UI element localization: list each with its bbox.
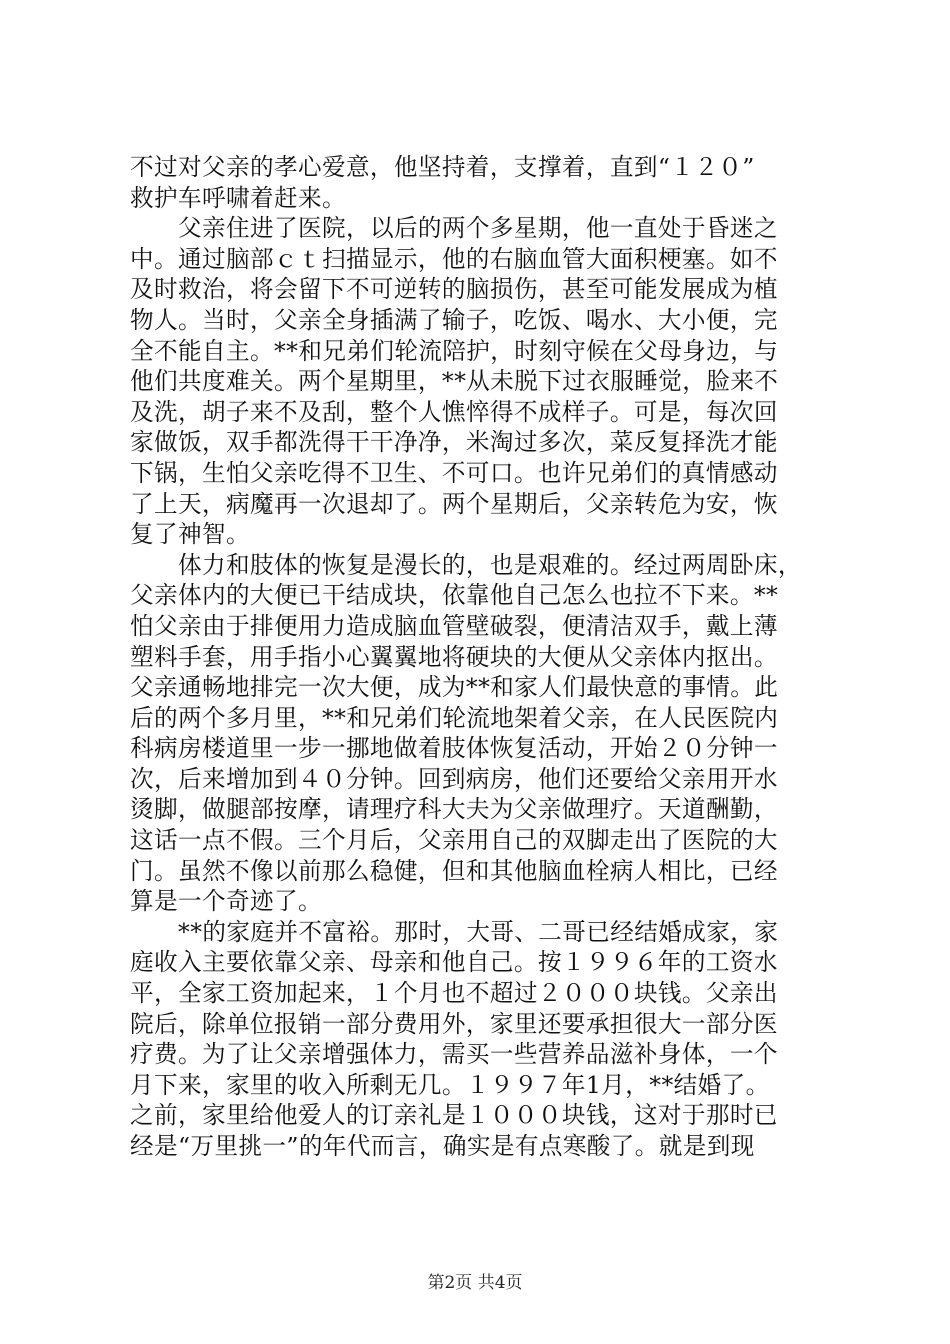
text-line: 次，后来增加到４０分钟。回到病房，他们还要给父亲用开水 [130,764,778,793]
text-line: 父亲体内的大便已干结成块，依靠他自己怎么也拉不下来。** [130,581,779,610]
text-line: 科病房楼道里一步一挪地做着肢体恢复活动，开始２０分钟一 [130,734,778,763]
text-line: **的家庭并不富裕。那时，大哥、二哥已经结婚成家，家 [178,917,779,946]
text-line: 下锅，生怕父亲吃得不卫生、不可口。也许兄弟们的真情感动 [130,458,778,487]
text-line: 院后，除单位报销一部分费用外，家里还要承担很大一部分医 [130,1009,778,1038]
text-line: 怕父亲由于排便用力造成脑血管壁破裂，便清洁双手，戴上薄 [130,611,778,640]
text-line: 庭收入主要依靠父亲、母亲和他自己。按１９９６年的工资水 [130,948,778,977]
text-line: 及洗，胡子来不及刮，整个人憔悴得不成样子。可是，每次回 [130,397,778,426]
text-line: 他们共度难关。两个星期里，**从未脱下过衣服睡觉，脸来不 [130,367,779,396]
text-line: 月下来，家里的收入所剩无几。１９９７年1月，**结婚了。 [130,1070,770,1099]
text-line: 全不能自主。**和兄弟们轮流陪护，时刻守候在父母身边，与 [130,336,779,365]
text-line: 复了神智。 [130,520,250,549]
text-line: 了上天，病魔再一次退却了。两个星期后，父亲转危为安，恢 [130,489,778,518]
text-line: 中。通过脑部ｃｔ扫描显示，他的右脑血管大面积梗塞。如不 [130,244,778,273]
text-line: 物人。当时，父亲全身插满了输子，吃饭、喝水、大小便，完 [130,305,778,334]
text-line: 不过对父亲的孝心爱意，他坚持着，支撑着，直到“１２０” [130,153,755,181]
text-line: 之前，家里给他爱人的订亲礼是１０００块钱，这对于那时已 [130,1101,778,1130]
text-line: 及时救治，将会留下不可逆转的脑损伤，甚至可能发展成为植 [130,275,778,304]
page-number-footer: 第2页 共4页 [427,1273,523,1293]
text-line: 经是“万里挑一”的年代而言，确实是有点寒酸了。就是到现 [130,1132,755,1160]
text-line: 父亲通畅地排完一次大便，成为**和家人们最快意的事情。此 [130,673,779,702]
document-body [130,152,830,1162]
text-line: 体力和肢体的恢复是漫长的，也是艰难的。经过两周卧床， [178,550,802,579]
text-line: 烫脚，做腿部按摩，请理疗科大夫为父亲做理疗。天道酬勤， [130,795,778,824]
text-line: 算是一个奇迹了。 [130,887,322,916]
text-line: 疗费。为了让父亲增强体力，需买一些营养品滋补身体，一个 [130,1040,778,1069]
text-line: 后的两个多月里，**和兄弟们轮流地架着父亲，在人民医院内 [130,703,779,732]
text-line: 平，全家工资加起来，１个月也不超过２０００块钱。父亲出 [130,979,778,1008]
text-line: 救护车呼啸着赶来。 [130,183,346,212]
text-line: 这话一点不假。三个月后，父亲用自己的双脚走出了医院的大 [130,826,778,855]
text-line: 塑料手套，用手指小心翼翼地将硬块的大便从父亲体内抠出。 [130,642,778,671]
text-line: 门。虽然不像以前那么稳健，但和其他脑血栓病人相比，已经 [130,856,778,885]
text-line: 家做饭，双手都洗得干干净净，米淘过多次，菜反复择洗才能 [130,428,778,457]
text-line: 父亲住进了医院，以后的两个多星期，他一直处于昏迷之 [178,214,778,243]
